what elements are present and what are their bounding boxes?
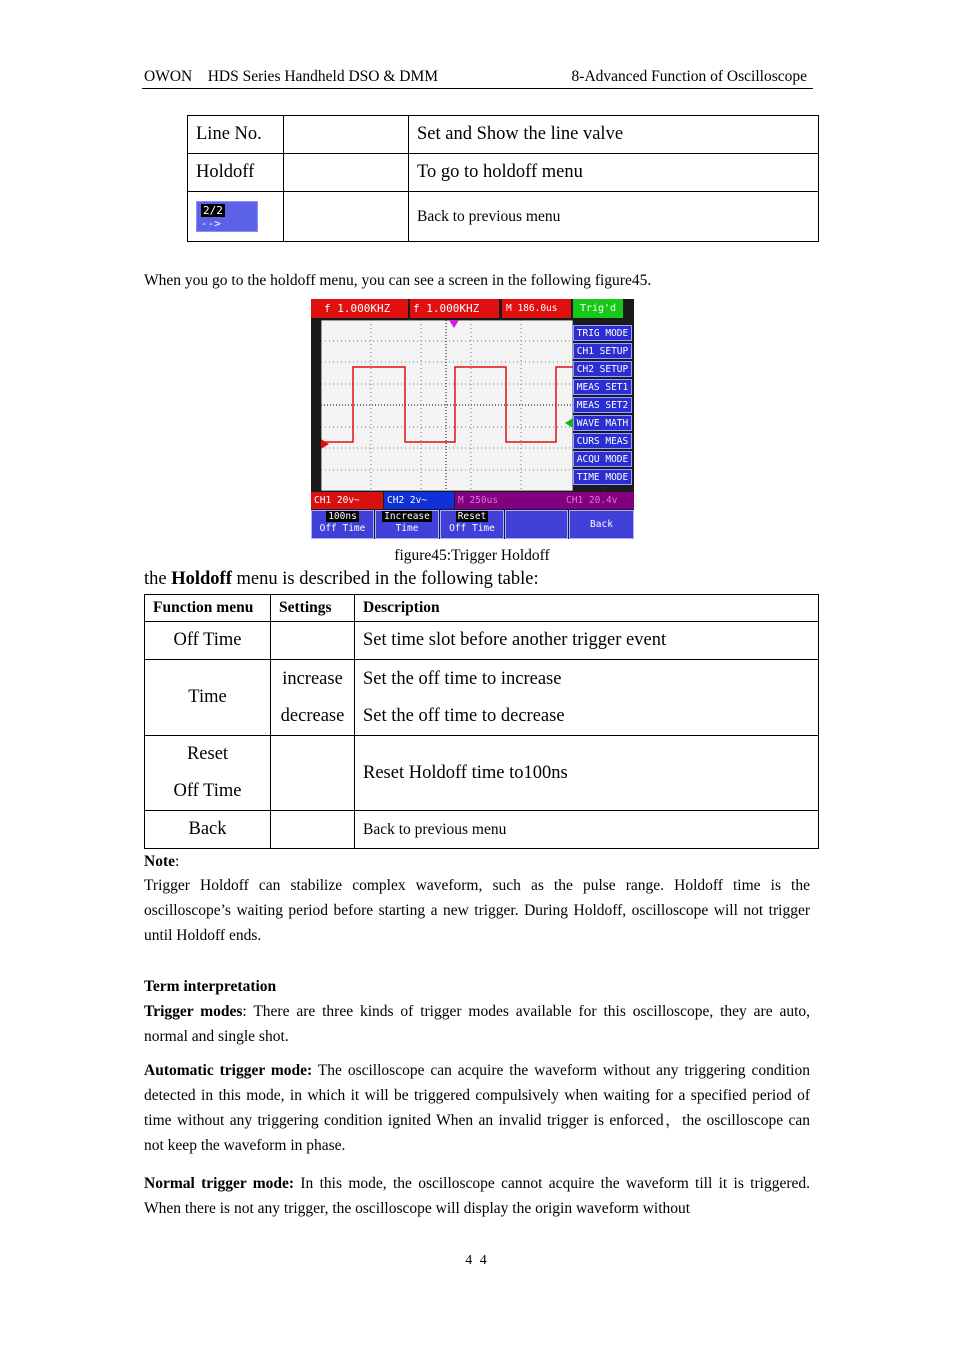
term-text: In this mode, the oscilloscope cannot acquire the waveform till it is triggered. When there is not any trigger, the oscilloscope will display the origin waveform without	[144, 1175, 810, 1217]
menu-item-time-mode[interactable]: TIME MODE	[573, 469, 632, 485]
menu-item-curs-meas[interactable]: CURS MEAS	[573, 433, 632, 449]
softkey-label: Time	[395, 523, 419, 534]
setting-cell	[284, 154, 409, 192]
setting-increase: increase	[282, 668, 343, 689]
setting-cell	[271, 811, 355, 849]
menu-item-ch1-setup[interactable]: CH1 SETUP	[573, 343, 632, 359]
page-2-of-2-button	[196, 201, 258, 232]
column-header: Function menu	[145, 595, 271, 622]
description-cell	[355, 660, 819, 736]
note-colon: :	[175, 853, 180, 870]
table-row	[145, 622, 819, 660]
setting-cell	[271, 622, 355, 660]
figure-caption: figure45:Trigger Holdoff	[394, 547, 550, 564]
menu-item-meas-set1[interactable]: MEAS SET1	[573, 379, 632, 395]
description-cell: Reset Holdoff time to100ns	[355, 736, 819, 811]
trigger-level-readout: CH1 20.4v	[563, 492, 634, 509]
setting-cell	[284, 192, 409, 242]
table-row	[188, 154, 819, 192]
setting-cell	[284, 116, 409, 154]
function-cell: Line No.	[188, 116, 284, 154]
page-number: 4 4	[465, 1253, 489, 1268]
softkey-label: Off Time	[319, 523, 366, 534]
note-label: Note	[144, 853, 175, 870]
description-cell: Back to previous menu	[355, 811, 819, 849]
softkey-increase-time[interactable]	[375, 510, 439, 539]
setting-cell	[271, 660, 355, 736]
softkey-value: Reset	[457, 511, 487, 522]
trigger-modes-paragraph	[144, 999, 810, 1049]
intro-paragraph: When you go to the holdoff menu, you can see a screen in the following figure45.	[144, 272, 652, 289]
table-row	[145, 736, 819, 811]
menu-item-wave-math[interactable]: WAVE MATH	[573, 415, 632, 431]
description-cell: Set and Show the line valve	[409, 116, 819, 154]
softkey-empty[interactable]	[505, 510, 568, 539]
function-cell: Time	[145, 660, 271, 736]
softkey-value: Increase	[384, 511, 430, 522]
arrow-right-icon: -->	[201, 217, 221, 230]
description-cell: Set time slot before another trigger event	[355, 622, 819, 660]
softkey-label: Back	[590, 519, 613, 530]
description-increase: Set the off time to increase	[363, 668, 562, 689]
holdoff-menu-table	[144, 594, 819, 849]
ch1-frequency: f 1.000KHZ	[321, 299, 408, 318]
header-rule	[142, 88, 813, 89]
menu-item-ch2-setup[interactable]: CH2 SETUP	[573, 361, 632, 377]
intro-bold: Holdoff	[171, 569, 232, 589]
softkey-back[interactable]	[569, 510, 634, 539]
note-heading	[144, 849, 179, 874]
function-line: Reset	[186, 744, 229, 765]
softkey-reset-off-time[interactable]	[440, 510, 504, 539]
term-text: : There are three kinds of trigger modes available for this oscilloscope, they are auto, normal and single shot.	[144, 1003, 811, 1045]
function-cell: Holdoff	[188, 154, 284, 192]
ch2-scale: CH2 2v~	[384, 492, 454, 509]
menu-item-trig-mode[interactable]: TRIG MODE	[573, 325, 632, 341]
table-row	[188, 116, 819, 154]
function-cell: Back	[145, 811, 271, 849]
description-cell: To go to holdoff menu	[409, 154, 819, 192]
time-scale: M 250us	[455, 492, 563, 509]
waveform-display	[321, 320, 573, 491]
auto-mode-paragraph	[144, 1058, 810, 1158]
setting-cell	[271, 736, 355, 811]
normal-mode-paragraph	[144, 1171, 810, 1221]
table-header-row	[145, 595, 819, 622]
oscilloscope-screen	[311, 299, 634, 539]
ch1-scale: CH1 20v~	[311, 492, 383, 509]
softkey-off-time[interactable]	[311, 510, 374, 539]
function-line: Off Time	[173, 780, 242, 801]
ch2-frequency: f 1.000KHZ	[410, 299, 499, 318]
table2-intro	[144, 569, 539, 590]
description-decrease: Set the off time to decrease	[363, 705, 565, 726]
term-heading: Term interpretation	[144, 978, 277, 995]
function-cell	[188, 192, 284, 242]
timebase-readout: M 186.0us	[502, 299, 571, 318]
function-cell: Off Time	[145, 622, 271, 660]
trigger-status-badge: Trig'd	[573, 299, 623, 318]
softkey-label: Off Time	[449, 523, 495, 534]
table-row	[145, 660, 819, 736]
menu-item-meas-set2[interactable]: MEAS SET2	[573, 397, 632, 413]
column-header: Description	[355, 595, 819, 622]
page-indicator: 2/2	[203, 204, 223, 217]
column-header: Settings	[271, 595, 355, 622]
menu-item-acqu-mode[interactable]: ACQU MODE	[573, 451, 632, 467]
table-row	[188, 192, 819, 242]
function-cell	[145, 736, 271, 811]
note-body: Trigger Holdoff can stabilize complex waveform, such as the pulse range. Holdoff time is the oscilloscope’s waiting period before starting a new trigger. During Holdoff, oscilloscope will not trigger until Holdoff ends.	[144, 877, 810, 944]
softkey-value: 100ns	[328, 511, 357, 522]
menu-table-top	[187, 115, 819, 242]
header-left: OWON HDS Series Handheld DSO & DMM	[144, 68, 439, 85]
term-label: Trigger modes	[144, 1003, 243, 1020]
description-cell: Back to previous menu	[409, 192, 819, 242]
battery-icon	[311, 299, 321, 318]
table-row	[145, 811, 819, 849]
term-label: Automatic trigger mode:	[144, 1062, 313, 1079]
intro-text: menu is described in the following table:	[231, 569, 539, 589]
intro-text: the	[144, 569, 172, 589]
header-right: 8-Advanced Function of Oscilloscope	[571, 68, 807, 85]
term-text: The oscilloscope can acquire the waveform without any triggering condition detected in this mode, in which it will be triggered compulsively when waiting for a specified period of time without any triggering condition ignited When an invalid trigger is enforced，the oscilloscope can not keep the waveform in phase.	[144, 1062, 810, 1154]
term-label: Normal trigger mode:	[144, 1175, 295, 1192]
setting-decrease: decrease	[280, 705, 345, 726]
